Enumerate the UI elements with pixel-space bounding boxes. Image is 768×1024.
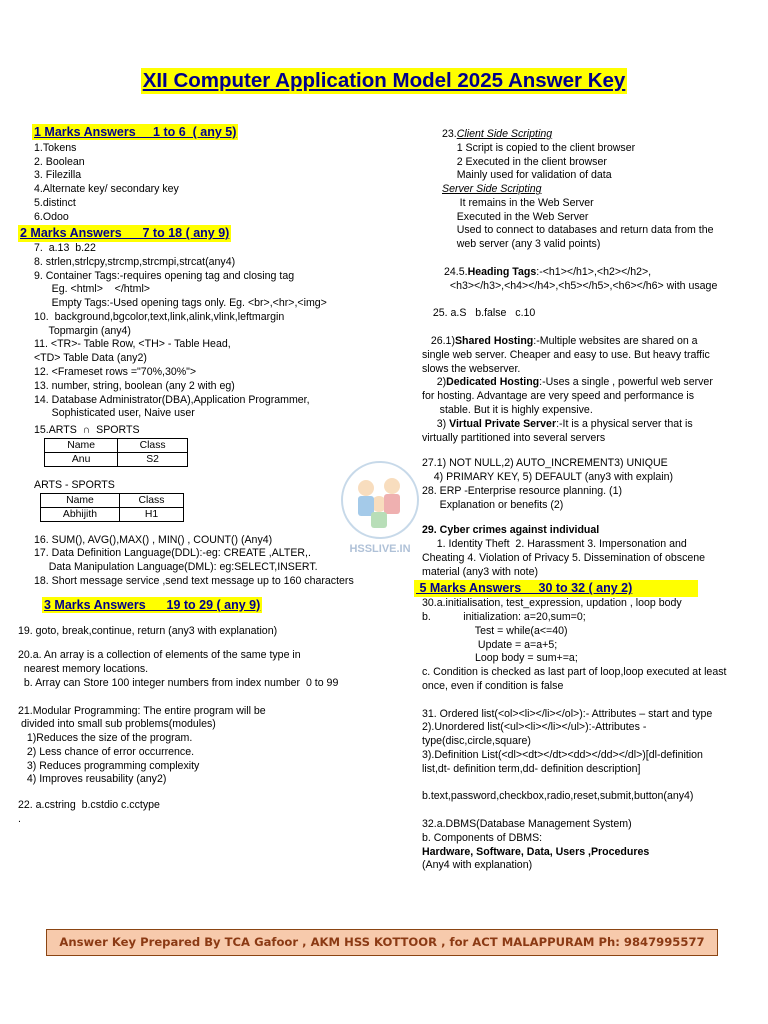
section-5-heading: 5 Marks Answers 30 to 32 ( any 2) bbox=[414, 580, 698, 596]
shared-hosting-label: Shared Hosting bbox=[454, 335, 534, 348]
table-header-cell: Class bbox=[119, 493, 183, 507]
answer-21-point-2: 2) Less chance of error occurrence. bbox=[18, 745, 195, 758]
answer-26-cont-5: virtually partitioned into several servers bbox=[422, 431, 606, 444]
answer-20-b: b. Array can Store 100 integer numbers from index number 0 to 99 bbox=[18, 676, 339, 689]
table-header-cell: Class bbox=[118, 438, 188, 452]
table-cell: S2 bbox=[118, 452, 188, 466]
answer-32-note: (Any4 with explanation) bbox=[422, 859, 533, 872]
answer-15-difference: ARTS - SPORTS bbox=[34, 478, 115, 491]
answer-30: 30.a.initialisation, test_expression, updation , loop body bbox=[422, 597, 682, 610]
watermark-label: HSSLIVE.IN bbox=[349, 543, 411, 555]
section-2-heading-wrap bbox=[18, 225, 390, 242]
section-5-heading-wrap bbox=[414, 580, 757, 597]
answer-2: 2. Boolean bbox=[34, 155, 85, 168]
answer-22-dot: . bbox=[18, 812, 21, 825]
table-header-cell: Name bbox=[45, 438, 118, 452]
answer-31-b: b.text,password,checkbox,radio,reset,submit,button(any4) bbox=[422, 790, 694, 803]
answer-21-point-1: 1)Reduces the size of the program. bbox=[18, 732, 193, 745]
answer-9-example: Eg. <html> </html> bbox=[34, 283, 150, 296]
footer-credit: Answer Key Prepared By TCA Gafoor , AKM HSS KOTTOOR , for ACT MALAPPURAM Ph: 9847995577 bbox=[46, 929, 718, 956]
answer-6: 6.Odoo bbox=[34, 210, 69, 223]
answer-23-number: 23. bbox=[442, 128, 457, 140]
answer-8: 8. strlen,strlcpy,strcmp,strcmpi,strcat(any4) bbox=[34, 255, 236, 268]
answer-14: 14. Database Administrator(DBA),Application Programmer, bbox=[34, 393, 310, 406]
table-cell: Abhijith bbox=[41, 507, 120, 521]
server-side-scripting-heading: Server Side Scripting bbox=[442, 183, 542, 196]
intersection-table bbox=[44, 438, 188, 467]
client-side-scripting-heading: Client Side Scripting bbox=[456, 128, 553, 140]
table-header-cell: Name bbox=[41, 493, 120, 507]
heading-tags-label: Heading Tags bbox=[467, 265, 537, 278]
answer-23-server-1: It remains in the Web Server bbox=[442, 196, 594, 209]
section-2-heading: 2 Marks Answers 7 to 18 ( any 9) bbox=[20, 226, 230, 241]
title-wrap bbox=[0, 68, 768, 94]
answer-30-b: b. initialization: a=20,sum=0; bbox=[422, 610, 586, 623]
answer-30-loop-body: Loop body = sum+=a; bbox=[422, 652, 578, 665]
answer-7: 7. a.13 b.22 bbox=[34, 242, 96, 255]
answer-10-cont: Topmargin (any4) bbox=[34, 324, 131, 337]
answer-26 bbox=[422, 335, 757, 349]
answer-23-server-2: Executed in the Web Server bbox=[442, 210, 589, 223]
answer-26-block bbox=[422, 335, 757, 445]
answer-21-point-4: 4) Improves reusability (any2) bbox=[18, 773, 167, 786]
answer-23-point-3: Mainly used for validation of data bbox=[442, 169, 612, 182]
answer-27: 27.1) NOT NULL,2) AUTO_INCREMENT3) UNIQUE bbox=[422, 457, 668, 470]
answer-5: 5.distinct bbox=[34, 196, 76, 209]
table-row bbox=[41, 507, 184, 521]
answer-32: 32.a.DBMS(Database Management System) bbox=[422, 818, 632, 831]
hsslive-watermark-logo bbox=[332, 458, 428, 558]
answer-26-cont-4: stable. But it is highly expensive. bbox=[422, 404, 593, 417]
answer-20: 20.a. An array is a collection of elements of the same type in bbox=[18, 649, 301, 662]
answer-31-unordered-cont: type(disc,circle,square) bbox=[422, 735, 531, 748]
answer-26-cont-2: slows the webserver. bbox=[422, 362, 521, 375]
answer-1 bbox=[34, 142, 390, 156]
answer-20-cont: nearest memory locations. bbox=[18, 662, 149, 675]
answer-9: 9. Container Tags:-requires opening tag and closing tag bbox=[34, 269, 295, 282]
answer-24 bbox=[444, 266, 757, 280]
answer-24-number: 24.5. bbox=[444, 265, 468, 278]
answer-1-text: 1.Tokens bbox=[34, 141, 77, 154]
answer-28: 28. ERP -Enterprise resource planning. (1) bbox=[422, 484, 623, 497]
answer-10: 10. background,bgcolor,text,link,alink,vlink,leftmargin bbox=[34, 310, 285, 323]
table-cell: H1 bbox=[119, 507, 183, 521]
answer-23-point-2: 2 Executed in the client browser bbox=[442, 155, 607, 168]
answer-26-cont-1: single web server. Cheaper and easy to use. But heavy traffic bbox=[422, 348, 710, 361]
answer-23 bbox=[442, 128, 757, 142]
page-title: XII Computer Application Model 2025 Answer Key bbox=[142, 69, 626, 92]
dedicated-hosting-label: Dedicated Hosting bbox=[446, 376, 540, 389]
answer-13: 13. number, string, boolean (any 2 with eg) bbox=[34, 379, 235, 392]
answer-31: 31. Ordered list(<ol><li></li></ol>):- Attributes – start and type bbox=[422, 707, 713, 720]
answer-26-point-3-text: :-It is a physical server that is bbox=[556, 417, 693, 430]
answer-32-b: b. Components of DBMS: bbox=[422, 831, 543, 844]
answer-31-unordered: 2).Unordered list(<ul><li></li></ul>):-Attributes - bbox=[422, 721, 647, 734]
virtual-private-server-label: Virtual Private Server bbox=[449, 417, 557, 430]
answer-26-text: :-Multiple websites are shared on a bbox=[533, 335, 698, 348]
answer-26-cont-3: for hosting. Advantage are very speed and performance is bbox=[422, 390, 695, 403]
answer-27-cont: 4) PRIMARY KEY, 5) DEFAULT (any3 with explain) bbox=[422, 471, 674, 484]
answer-12: 12. <Frameset rows ="70%,30%"> bbox=[34, 366, 197, 379]
table-cell: Anu bbox=[45, 452, 118, 466]
answer-22: 22. a.cstring b.cstdio c.cctype bbox=[18, 799, 160, 812]
answer-25: 25. a.S b.false c.10 bbox=[424, 307, 536, 320]
section-1-heading-wrap bbox=[18, 124, 390, 141]
answer-23-point-1: 1 Script is copied to the client browser bbox=[442, 141, 636, 154]
section-3-heading: 3 Marks Answers 19 to 29 ( any 9) bbox=[44, 597, 261, 612]
answer-19: 19. goto, break,continue, return (any3 with explanation) bbox=[18, 625, 278, 638]
answer-3: 3. Filezilla bbox=[34, 169, 82, 182]
answer-30-test: Test = while(a<=40) bbox=[422, 624, 568, 637]
answer-17: 17. Data Definition Language(DDL):-eg: CREATE ,ALTER,. bbox=[34, 547, 311, 560]
answer-29-cont-2: Cheating 4. Violation of Privacy 5. Dissemination of obscene bbox=[422, 551, 706, 564]
answer-9-empty-tags: Empty Tags:-Used opening tags only. Eg. <br>,<hr>,<img> bbox=[34, 297, 327, 310]
answer-24-cont: <h3></h3>,<h4></h4>,<h5></h5>,<h6></h6> with usage bbox=[444, 279, 718, 292]
answer-24-text: :-<h1></h1>,<h2></h2>, bbox=[536, 265, 652, 278]
answer-29-cont-3: material (any3 with note) bbox=[422, 565, 538, 578]
difference-table bbox=[40, 493, 184, 522]
answer-15: 15.ARTS ∩ SPORTS bbox=[34, 424, 140, 437]
right-column bbox=[416, 128, 757, 873]
answer-18: 18. Short message service ,send text message up to 160 characters bbox=[34, 574, 354, 587]
answer-4: 4.Alternate key/ secondary key bbox=[34, 183, 179, 196]
answer-26-number: 26.1) bbox=[422, 335, 455, 348]
answer-17-cont: Data Manipulation Language(DML): eg:SELECT,INSERT. bbox=[34, 561, 318, 574]
answer-21: 21.Modular Programming: The entire program will be bbox=[18, 704, 266, 717]
answer-30-update: Update = a=a+5; bbox=[422, 638, 558, 651]
answer-30-c: c. Condition is checked as last part of loop,loop executed at least bbox=[422, 666, 727, 679]
answer-26-point-2-number: 2) bbox=[422, 376, 447, 389]
table-row bbox=[45, 452, 188, 466]
answer-32-components: Hardware, Software, Data, Users ,Procedures bbox=[422, 845, 650, 858]
answer-31-definition: 3).Definition List(<dl><dt></dt><dd></dd></dl>)[dl-definition bbox=[422, 748, 703, 761]
table-header-row bbox=[41, 493, 184, 507]
answer-26-point-2-text: :-Uses a single , powerful web server bbox=[539, 376, 713, 389]
answer-29: 29. Cyber crimes against individual bbox=[422, 524, 600, 537]
answer-14-cont: Sophisticated user, Naive user bbox=[34, 407, 195, 420]
answer-23-server-3: Used to connect to databases and return data from the bbox=[442, 224, 714, 237]
answer-16: 16. SUM(), AVG(),MAX() , MIN() , COUNT() (Any4) bbox=[34, 533, 273, 546]
section-3-heading-wrap bbox=[18, 597, 390, 614]
table-header-row bbox=[45, 438, 188, 452]
answer-26-point-3 bbox=[422, 418, 757, 432]
answer-29-cont-1: 1. Identity Theft 2. Harassment 3. Impersonation and bbox=[422, 538, 687, 551]
answer-21-cont: divided into small sub problems(modules) bbox=[18, 718, 216, 731]
answer-30-c-cont: once, even if condition is false bbox=[422, 679, 564, 692]
answer-11-cont: <TD> Table Data (any2) bbox=[34, 352, 147, 365]
answer-23-server-4: web server (any 3 valid points) bbox=[442, 238, 601, 251]
answer-11: 11. <TR>- Table Row, <TH> - Table Head, bbox=[34, 338, 231, 351]
section-1-heading: 1 Marks Answers 1 to 6 ( any 5) bbox=[34, 125, 237, 139]
answer-28-cont: Explanation or benefits (2) bbox=[422, 498, 564, 511]
answer-31-definition-cont: list,dt- definition term,dd- definition description] bbox=[422, 762, 641, 775]
answer-21-point-3: 3) Reduces programming complexity bbox=[18, 759, 200, 772]
answer-26-point-3-number: 3) bbox=[422, 417, 450, 430]
answer-26-point-2 bbox=[422, 376, 757, 390]
